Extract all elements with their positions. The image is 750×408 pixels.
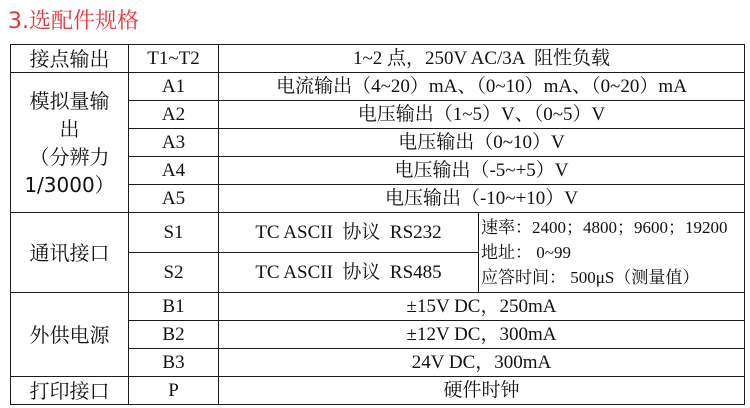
spec-cell-a1: 电流输出（4~20）mA、（0~10）mA、（0~20）mA [219,73,745,101]
code-cell-a4: A4 [129,157,219,185]
spec-cell-a5: 电压输出（-10~+10）V [219,185,745,213]
category-cell-analog-output [11,73,129,213]
code-cell-a5: A5 [129,185,219,213]
spec-cell-b2: ±12V DC，300mA [219,321,745,349]
code-cell-s1: S1 [129,213,219,253]
code-cell-b3: B3 [129,349,219,377]
spec-cell-p: 硬件时钟 [219,377,745,405]
table-row-printer-interface [11,377,745,405]
category-cell-contact-output: 接点输出 [11,45,129,73]
spec-cell-t1-t2: 1~2 点，250V AC/3A 阻性负载 [219,45,745,73]
spec-cell-a2: 电压输出（1~5）V、（0~5）V [219,101,745,129]
code-cell-a3: A3 [129,129,219,157]
comm-details-cell [479,213,745,293]
protocol-cell-s1: TC ASCII 协议 RS232 [219,213,479,253]
code-cell-a1: A1 [129,73,219,101]
address-text: 地址： 0~99 [481,243,571,262]
category-label-line: 1/3000） [24,172,115,197]
baud-rate-text: 速率：2400；4800；9600；19200 [481,218,728,237]
protocol-cell-s2: TC ASCII 协议 RS485 [219,253,479,293]
category-cell-printer-interface: 打印接口 [11,377,129,405]
spec-cell-a4: 电压输出（-5~+5）V [219,157,745,185]
spec-cell-b3: 24V DC，300mA [219,349,745,377]
response-time-text: 应答时间： 500μS（测量值） [481,268,700,287]
code-cell-s2: S2 [129,253,219,293]
section-title: 3.选配件规格 [8,9,139,34]
accessory-spec-table [10,44,745,405]
category-label-line: 模拟量输 [29,88,110,113]
spec-cell-b1: ±15V DC，250mA [219,293,745,321]
category-label-line: （分辨力 [29,144,110,169]
code-cell-b2: B2 [129,321,219,349]
code-cell-t1-t2: T1~T2 [129,45,219,73]
table-row-s1 [11,213,745,253]
table-row-b1 [11,293,745,321]
code-cell-a2: A2 [129,101,219,129]
table-row-a1 [11,73,745,101]
spec-cell-a3: 电压输出（0~10）V [219,129,745,157]
code-cell-b1: B1 [129,293,219,321]
category-cell-comm-interface: 通讯接口 [11,213,129,293]
category-label-line: 出 [59,116,80,141]
category-cell-external-power: 外供电源 [11,293,129,377]
code-cell-p: P [129,377,219,405]
table-row-contact-output [11,45,745,73]
